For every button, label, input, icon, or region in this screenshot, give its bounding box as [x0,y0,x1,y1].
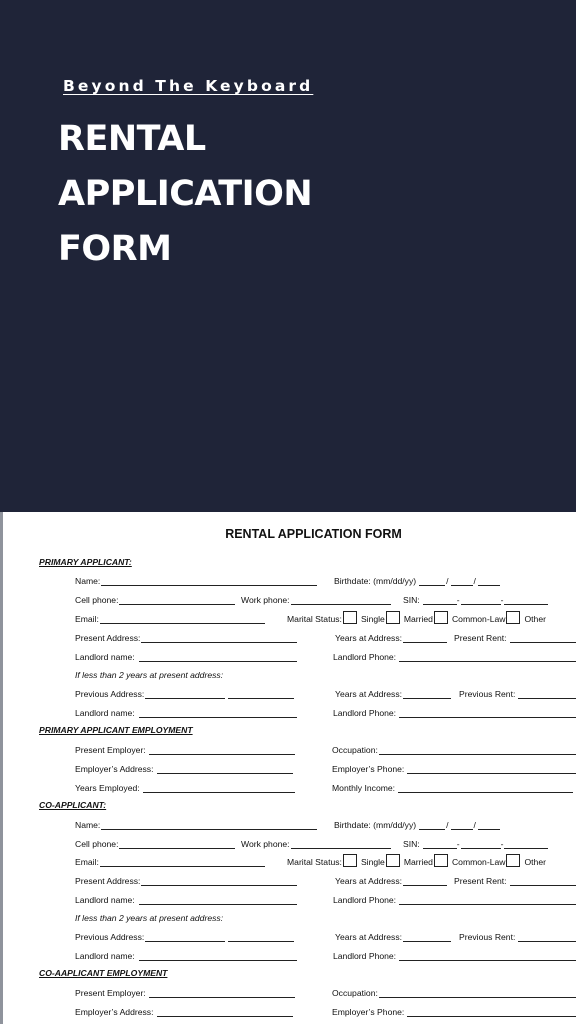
primary-row-previous-landlord [0,706,576,720]
co-previous-address-field-1[interactable] [145,932,225,942]
form-title: RENTAL APPLICATION FORM [225,527,402,541]
employers-address-label: Employer’s Address: [75,764,154,774]
co-sin-field-1[interactable] [423,839,457,849]
landlord-name-label: Landlord name: [75,708,135,718]
co-work-phone-field[interactable] [291,839,391,849]
marital-status-label: Marital Status: [287,614,342,624]
co-present-address-field[interactable] [141,876,297,886]
co-previous-address-field-2[interactable] [228,932,294,942]
other-label: Other [524,857,546,867]
co-birthdate-year-field[interactable] [478,820,500,830]
previous-address-label: Previous Address: [75,932,145,942]
co-previous-address-note: If less than 2 years at present address: [75,913,224,923]
sin-separator: - [500,839,504,849]
primary-row-employer-address [0,762,576,776]
work-phone-field[interactable] [291,595,391,605]
birthdate-label: Birthdate: (mm/dd/yy) [334,820,417,830]
form-sheet [0,512,576,1024]
co-email-field[interactable] [100,857,265,867]
years-at-address-field[interactable] [403,633,447,643]
co-present-employer-field[interactable] [149,988,295,998]
employers-address-label: Employer’s Address: [75,1007,154,1017]
section-co-employment: CO-AAPLICANT EMPLOYMENT [39,968,168,978]
co-common-law-checkbox[interactable] [434,854,448,867]
previous-landlord-name-field[interactable] [139,708,297,718]
present-rent-label: Present Rent: [454,876,507,886]
married-label: Married [403,857,433,867]
primary-row-previous [0,687,576,701]
common-law-label: Common-Law [451,614,506,624]
single-checkbox[interactable] [343,611,357,624]
occupation-field[interactable] [379,745,576,755]
email-label: Email: [75,857,99,867]
co-birthdate-day-field[interactable] [451,820,473,830]
employers-phone-label: Employer’s Phone: [332,1007,405,1017]
primary-row-employer [0,743,576,757]
landlord-name-label: Landlord name: [75,895,135,905]
co-row-phones [0,837,576,851]
present-employer-label: Present Employer: [75,988,146,998]
present-rent-field[interactable] [510,633,576,643]
co-present-rent-field[interactable] [510,876,576,886]
co-employers-phone-field[interactable] [407,1007,576,1017]
co-row-previous [0,930,576,944]
co-row-employer [0,986,576,1000]
employers-phone-field[interactable] [407,764,576,774]
birthdate-label: Birthdate: (mm/dd/yy) [334,576,417,586]
landlord-phone-label: Landlord Phone: [333,951,397,961]
landlord-phone-label: Landlord Phone: [333,652,397,662]
primary-row-landlord [0,650,576,664]
section-primary-applicant: PRIMARY APPLICANT: [39,557,132,567]
employers-address-field[interactable] [157,764,293,774]
co-row-email [0,855,576,869]
name-label: Name: [75,576,101,586]
co-sin-field-3[interactable] [504,839,548,849]
primary-row-address [0,631,576,645]
other-checkbox[interactable] [506,611,520,624]
present-employer-label: Present Employer: [75,745,146,755]
married-checkbox[interactable] [386,611,400,624]
present-address-field[interactable] [141,633,297,643]
previous-rent-label: Previous Rent: [459,932,516,942]
single-label: Single [360,857,385,867]
previous-landlord-phone-field[interactable] [399,708,576,718]
cover-title-line-3: FORM [58,229,172,269]
married-label: Married [403,614,433,624]
date-separator: / [446,820,449,830]
sin-field-1[interactable] [423,595,457,605]
present-rent-label: Present Rent: [454,633,507,643]
employers-phone-label: Employer’s Phone: [332,764,405,774]
section-co-applicant: CO-APPLICANT: [39,800,107,810]
co-row-landlord [0,893,576,907]
co-married-checkbox[interactable] [386,854,400,867]
co-landlord-name-field[interactable] [139,895,297,905]
cover-title [58,112,312,277]
years-at-address-label: Years at Address: [335,689,403,699]
co-previous-landlord-name-field[interactable] [139,951,297,961]
occupation-label: Occupation: [332,988,378,998]
primary-row-phones [0,593,576,607]
previous-address-note: If less than 2 years at present address: [75,670,224,680]
brand-name: Beyond The Keyboard [63,77,314,95]
marital-status-label: Marital Status: [287,857,342,867]
co-name-field[interactable] [101,820,317,830]
previous-address-field-1[interactable] [145,689,225,699]
name-field[interactable] [101,576,317,586]
co-previous-years-field[interactable] [403,932,451,942]
primary-row-name [0,574,576,588]
previous-address-label: Previous Address: [75,689,145,699]
sin-separator: - [456,839,460,849]
section-primary-employment: PRIMARY APPLICANT EMPLOYMENT [39,725,193,735]
cell-phone-label: Cell phone: [75,839,119,849]
landlord-phone-label: Landlord Phone: [333,708,397,718]
sin-label: SIN: [403,595,420,605]
birthdate-month-field[interactable] [419,576,445,586]
date-separator: / [446,576,449,586]
cover-title-line-2: APPLICATION [58,174,313,214]
co-row-address [0,874,576,888]
sin-field-3[interactable] [504,595,548,605]
primary-row-years-employed [0,781,576,795]
co-row-previous-landlord [0,949,576,963]
co-birthdate-month-field[interactable] [419,820,445,830]
monthly-income-label: Monthly Income: [332,783,396,793]
co-row-name [0,818,576,832]
co-landlord-phone-field[interactable] [399,895,576,905]
present-employer-field[interactable] [149,745,295,755]
present-address-label: Present Address: [75,633,141,643]
other-label: Other [524,614,546,624]
years-employed-field[interactable] [143,783,295,793]
co-occupation-field[interactable] [379,988,576,998]
landlord-name-label: Landlord name: [75,652,135,662]
landlord-name-field[interactable] [139,652,297,662]
landlord-name-label: Landlord name: [75,951,135,961]
birthdate-day-field[interactable] [451,576,473,586]
common-law-label: Common-Law [451,857,506,867]
sin-label: SIN: [403,839,420,849]
co-cell-phone-field[interactable] [119,839,235,849]
previous-rent-field[interactable] [518,689,576,699]
co-years-at-address-field[interactable] [403,876,447,886]
co-previous-landlord-phone-field[interactable] [399,951,576,961]
landlord-phone-label: Landlord Phone: [333,895,397,905]
cell-phone-label: Cell phone: [75,595,119,605]
name-label: Name: [75,820,101,830]
sin-field-2[interactable] [461,595,501,605]
previous-years-field[interactable] [403,689,451,699]
date-separator: / [473,576,476,586]
common-law-checkbox[interactable] [434,611,448,624]
primary-row-email [0,612,576,626]
years-at-address-label: Years at Address: [335,876,403,886]
landlord-phone-field[interactable] [399,652,576,662]
sin-separator: - [500,595,504,605]
co-other-checkbox[interactable] [506,854,520,867]
work-phone-label: Work phone: [241,839,290,849]
monthly-income-field[interactable] [398,783,573,793]
email-label: Email: [75,614,99,624]
previous-address-field-2[interactable] [228,689,294,699]
occupation-label: Occupation: [332,745,378,755]
cell-phone-field[interactable] [119,595,235,605]
present-address-label: Present Address: [75,876,141,886]
cover-title-line-1: RENTAL [58,119,206,159]
co-row-employer-address [0,1005,576,1019]
single-label: Single [360,614,385,624]
email-field[interactable] [100,614,265,624]
years-at-address-label: Years at Address: [335,633,403,643]
birthdate-year-field[interactable] [478,576,500,586]
sin-separator: - [456,595,460,605]
years-employed-label: Years Employed: [75,783,140,793]
co-previous-rent-field[interactable] [518,932,576,942]
co-employers-address-field[interactable] [157,1007,293,1017]
years-at-address-label: Years at Address: [335,932,403,942]
previous-rent-label: Previous Rent: [459,689,516,699]
co-single-checkbox[interactable] [343,854,357,867]
date-separator: / [473,820,476,830]
work-phone-label: Work phone: [241,595,290,605]
co-sin-field-2[interactable] [461,839,501,849]
